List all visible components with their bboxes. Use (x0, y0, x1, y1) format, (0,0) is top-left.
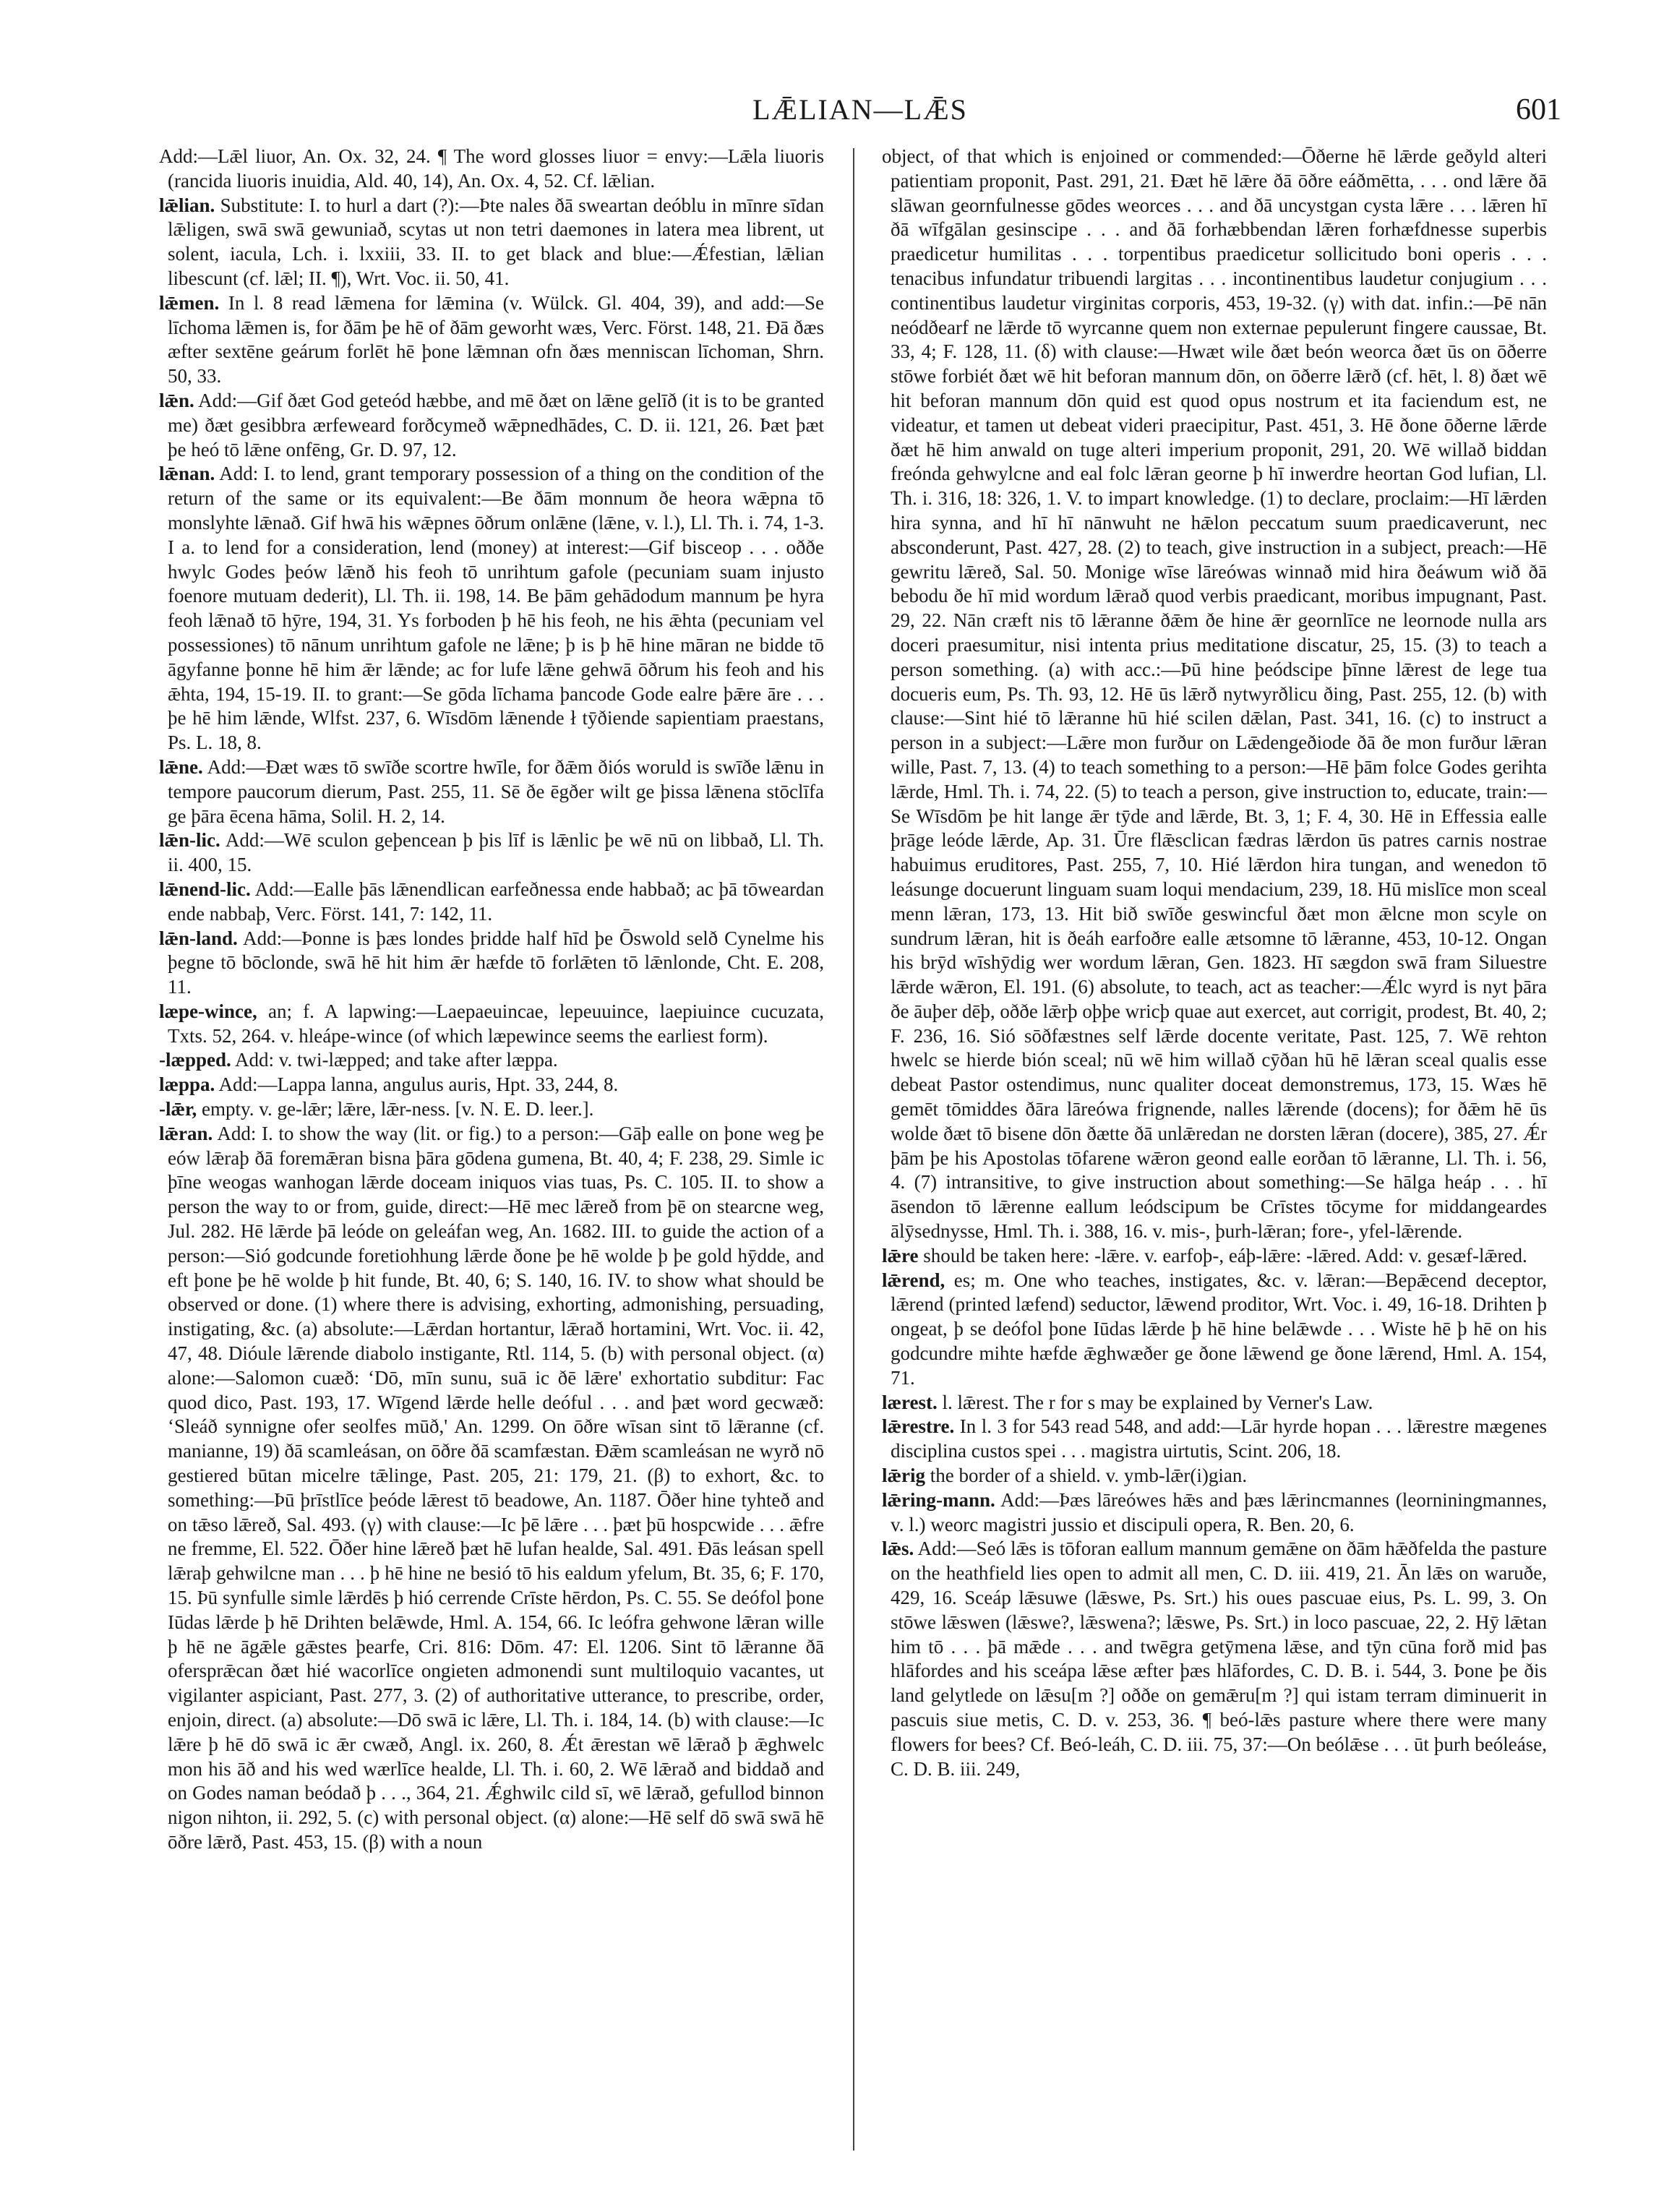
entry-headword: lǣlian. (159, 194, 215, 216)
entry-text: l. lǣrest. The r for s may be explained by Verner's Law. (942, 1391, 1373, 1413)
dictionary-entry (159, 1122, 824, 1855)
dictionary-entry (882, 1464, 1547, 1488)
entry-text: Add:—Ðæt wæs tō swīðe scortre hwīle, for ðǣm ðiós woruld is swīðe lǣnu in tempore paucorum dierum, Past. 255, 11. Sē ðe ēgðer wilt ge þissa lǣnena stōclīfa ge þāra ēcena hāma, Solil. H. 2, 14. (168, 755, 824, 827)
entry-headword: lǣs. (882, 1538, 914, 1560)
entry-text: Add:—Þæs lāreówes hǣs and þæs lǣrincmannes (leorniningmannes, v. l.) weorc magistri jussio et discipuli opera, R. Ben. 20, 6. (891, 1488, 1547, 1535)
dictionary-entry (159, 1000, 824, 1049)
running-head: LǢLIAN—LǢS (752, 93, 968, 126)
entry-text: In l. 3 for 543 read 548, and add:—Lār hyrde hopan . . . lǣrestre mægenes disciplina custos spei . . . magistra uirtutis, Scint. 206, 18. (891, 1415, 1547, 1462)
entry-text: Substitute: I. to hurl a dart (?):—Þte nales ðā sweartan deóblu in mīnre sīdan lǣligen, swā swā gewuniað, scytas ut non tetri daemones in latera mea librent, ut solent, iacula, Lch. i. lxxiii, 33. II. to get black and blue:—Ǽfestian, lǣlian libescunt (cf. lǣl; II. ¶), Wrt. Voc. ii. 50, 41. (168, 194, 824, 289)
dictionary-entry (159, 1073, 824, 1097)
entry-text: Add:—Þonne is þæs londes þridde half hīd þe Ōswold selð Cynelme his þegne tō bōclonde, swā hē hit him ǣr hæfde tō forlǣten tō lǣnlonde, Cht. E. 208, 11. (168, 927, 824, 998)
entry-text: In l. 8 read lǣmena for lǣmina (v. Wülck. Gl. 404, 39), and add:—Se līchoma lǣmen is, for ðām þe hē of ðām geworht wæs, Verc. Först. 148, 21. Ðā ðæs æfter sextēne geárum forlēt hē þone lǣmnan ofn ðæs menniscan līchoman, Shrn. 50, 33. (168, 291, 824, 387)
dictionary-entry (159, 828, 824, 878)
entry-headword: lǣrend, (882, 1269, 945, 1291)
entry-text: should be taken here: -lǣre. v. earfoþ-, eáþ-lǣre: -lǣred. Add: v. gesæf-lǣred. (923, 1244, 1527, 1266)
entry-text: Add:—Gif ðæt God geteód hæbbe, and mē ðæt on lǣne gelīð (it is to be granted me) ðæt gesibbra ærfeweard forðcymeð wǣpnedhādes, C. D. ii. 121, 26. Þæt þæt þe heó tō lǣne onfēng, Gr. D. 97, 12. (168, 389, 824, 460)
entry-text: Add: v. twi-læpped; and take after læppa. (235, 1049, 558, 1071)
dictionary-entry (159, 755, 824, 828)
dictionary-entry (159, 1097, 824, 1122)
entry-text: object, of that which is enjoined or commended:—Ōðerne hē lǣrde geðyld alteri patientiam proponit, Past. 291, 21. Ðæt hē lǣre ðā ōðre eáðmētta, . . . ond lǣre ðā slāwan geornfulnesse gōdes weorces . . . and ðā uncystgan cysta lǣre . . . lǣren hī ðā wīfgālan gesinscipe . . . and ðā forhæbbendan lǣren forhæfdnesse superbis praedicetur humilitas . . . torpentibus praedicetur sollicitudo boni operis . . . tenacibus infundatur tribuendi largitas . . . incontinentibus laudetur conjugium . . . continentibus laudetur virginitas corporis, 453, 19-32. (γ) with dat. infin.:—Þē nān neódðearf ne lǣrde tō wyrcanne quem non externae pepulerunt fingere caussae, Bt. 33, 4; F. 128, 11. (δ) with clause:—Hwæt wile ðæt beón weorca ðæt ūs on ōðerre stōwe forbiét ðæt wē hit beforan mannum dōn, on ōðerre lǣrð (cf. hēt, l. 8) ðæt wē hit beforan mannum dōn quid est quod opus nostrum et ita faciendum est, ne videatur, et tamen ut debeat videri praecipitur, Past. 451, 3. Hē ðone ōðerne lǣrde ðæt hē him anwald on tuge alteri imperium proponit, 291, 20. Wē willað biddan freónda gehwylcne and eal folc lǣran georne þ hī inwerdre heortan God lufian, Ll. Th. i. 316, 18: 326, 1. V. to impart knowledge. (1) to declare, proclaim:—Hī lǣrden hira synna, and hī hī nānwuht ne hǣlon peccatum suum praedicaverunt, nec absconderunt, Past. 427, 28. (2) to teach, give instruction in a subject, preach:—Hē gewritu lǣreð, Sal. 50. Monige wīse lāreówas winnað mid hira ðeáwum wið ðā bebodu ðe hī mid wordum lǣrað quod verbis praedicant, moribus impugnant, Past. 29, 22. Nān cræft nis tō lǣranne ðǣm ðe hine ǣr geornlīce ne leornode nulla ars doceri praesumitur, nisi intenta prius meditatione discatur, 25, 15. (3) to teach a person something. (a) with acc.:—Þū hine þeódscipe þīnne lǣrest de lege tua docueris eum, Ps. Th. 93, 12. Hē ūs lǣrð nytwyrðlicu ðing, Past. 255, 12. (b) with clause:—Sint hié tō lǣranne hū hié scilen dǣlan, Past. 341, 16. (c) to instruct a person in a subject:—Lǣre mon furður on Lǣdengeðiode ðā ðe mon furður lǣran wille, Past. 7, 13. (4) to teach something to a person:—Hē þām folce Godes gerihta lǣrde, Hml. Th. i. 74, 22. (5) to teach a person, give instruction to, educate, train:—Se Wīsdōm þe hit lange ǣr tȳde and lǣrde, Bt. 3, 1; F. 4, 30. Hē in Effessia ealle þrāge leóde lǣrde, Ap. 31. Ūre flǣsclican fædras lǣrdon ūs patres carnis nostrae habuimus eruditores, Past. 255, 7, 10. Hié lǣrdon hira tungan, and wenedon tō leásunge docuerunt linguam suam loqui mendacium, 239, 18. Hū mislīce mon sceal menn lǣran, 173, 13. Hit bið swīðe geswincful ðæt mon ǣlcne mon scyle on sundrum lǣran, hit is ðeáh earfoðre ealle ætsomne tō lǣranne, 453, 10-12. Ongan his brȳd wīshȳdig wer wordum lǣran, Gen. 1823. Hī sægdon swā fram Siluestre lǣrde wǣron, El. 191. (6) absolute, to teach, act as teacher:—Ǽlc wyrd is nyt þāra ðe āuþer dēþ, oððe lǣrþ oþþe wricþ quae aut exercet, aut corrigit, prodest, Bt. 40, 2; F. 236, 16. Sió sōðfæstnes self lǣrde docente veritate, Past. 125, 7. Wē rehton hwelc se hierde bión sceal; nū wē him willað cȳðan hū hē lǣran sceal qualis esse debeat Pastor ostendimus, nunc qualiter doceat demonstremus, 173, 15. Wæs hē gemēt tōmiddes ðāra lāreówa frignende, nalles lǣrende (docens); for ðǣm hē ūs wolde ðæt tō bisene dōn ðætte ðā unlǣredan ne dorsten lǣran (docere), 385, 27. Ǽr þām þe his Apostolas tōfarene wǣron geond ealle eorðan tō lǣranne, Ll. Th. i. 56, 4. (7) intransitive, to give instruction about something:—Se hālga heáp . . . hī āsendon tō lǣrenne eallum leódscipum be Crīstes tōcyme for middangeardes ālȳsednysse, Hml. Th. i. 388, 16. v. mis-, þurh-lǣran; fore-, yfel-lǣrende. (882, 145, 1547, 1243)
dictionary-entry (159, 927, 824, 1000)
entry-headword: lǣne. (159, 755, 203, 778)
page-number: 601 (1516, 93, 1561, 127)
entry-headword: lǣn-lic. (159, 829, 220, 852)
entry-headword: læppa. (159, 1073, 215, 1096)
entry-headword: lǣn-land. (159, 927, 238, 949)
page-header (159, 93, 1561, 136)
entry-headword: lǣnend-lic. (159, 878, 251, 900)
dictionary-entry (882, 1244, 1547, 1269)
entry-headword: lǣring-mann. (882, 1488, 995, 1511)
entry-headword: lǣmen. (159, 291, 220, 314)
entry-text: Add:—Lappa lanna, angulus auris, Hpt. 33, 244, 8. (218, 1073, 619, 1096)
text-columns (159, 145, 1561, 2147)
right-column (882, 145, 1547, 2147)
entry-headword: lǣran. (159, 1122, 213, 1144)
dictionary-entry (882, 1391, 1547, 1415)
dictionary-entry (882, 145, 1547, 1244)
entry-headword: lærest. (882, 1391, 938, 1413)
dictionary-entry (882, 1488, 1547, 1538)
dictionary-entry (159, 878, 824, 927)
entry-headword: -læpped. (159, 1049, 231, 1071)
entry-text: Add:—Ealle þās lǣnendlican earfeðnessa ende habbað; ac þā tōweardan ende nabbaþ, Verc. Först. 141, 7: 142, 11. (168, 878, 824, 925)
dictionary-entry (882, 1269, 1547, 1391)
dictionary-entry (882, 1537, 1547, 1781)
entry-text: empty. v. ge-lǣr; lǣre, lǣr-ness. [v. N. E. D. leer.]. (202, 1098, 594, 1120)
dictionary-entry (159, 462, 824, 755)
entry-headword: lǣrig (882, 1465, 925, 1487)
dictionary-entry (159, 1048, 824, 1073)
entry-text: Add: I. to show the way (lit. or fig.) to a person:—Gāþ ealle on þone weg þe eów lǣraþ ðā foremǣran bisna þāra gōdena gumena, Bt. 40, 4; F. 238, 29. Simle ic þīne weogas wanhogan lǣrde doceam iniquos vias tuas, Ps. C. 105. II. to show a person the way to or from, guide, direct:—Hē mec lǣreð from þē on stearcne weg, Jul. 282. Hē lǣrde þā leóde on geleáfan weg, An. 1682. III. to guide the action of a person:—Sió godcunde foretiohhung lǣrde ðone þe hē wolde þ þe gold hȳdde, and eft þone þe hē wolde þ hit funde, Bt. 40, 6; S. 140, 16. IV. to show what should be observed or done. (1) where there is advising, exhorting, admonishing, persuading, instigating, &c. (a) absolute:—Lǣrdan hortantur, lǣrað hortamini, Wrt. Voc. ii. 42, 47, 48. Dióule lǣrende diabolo instigante, Rtl. 114, 5. (b) with personal object. (α) alone:—Salomon cuæð: ʻDō, mīn sunu, suā ic ðē lǣre' exhortatio subditur: Fac quod dico, Past. 193, 17. Wīgend lǣrde helle deóful . . . and þæt word gecwæð: ʻSleáð synnigne ofer seolfes mūð,' An. 1299. On ōðre wīsan sint tō lǣranne (cf. manianne, 19) ðā scamleásan, on ōðre ðā scamfæstan. Ðǣm scamleásan ne wyrð nō gestiered būtan micelre tǣlinge, Past. 205, 21: 179, 21. (β) to exhort, &c. to something:—Þū þrīstlīce þeóde lǣrest tō beadowe, An. 1187. Ōðer hine tyhteð and on tǣso lǣreð, Sal. 493. (γ) with clause:—Ic þē lǣre . . . þæt þū hospcwide . . . ǣfre ne fremme, El. 522. Ōðer hine lǣreð þæt hē lufan healde, Sal. 491. Ðās leásan spell lǣraþ gehwilcne man . . . þ hē hine ne besió tō his ealdum yfelum, Bt. 35, 6; F. 170, 15. Þū synfulle simle lǣrdēs þ hió cerrende Crīste hērdon, Ps. C. 55. Se deófol þone Iūdas lǣrde þ hē Drihten belǣwde, Hml. A. 154, 66. Ic leófra gehwone lǣran wille þ hē ne āgǣle gǣstes þearfe, Cri. 816: Dōm. 47: El. 1206. Sint tō lǣranne ðā ofersprǣcan ðæt hié wacorlīce ongieten admonendi sunt multiloquio vacantes, ut vigilanter aspiciant, Past. 277, 3. (2) of authoritative utterance, to prescribe, order, enjoin, direct. (a) absolute:—Dō swā ic lǣre, Ll. Th. i. 184, 14. (b) with clause:—Ic lǣre þ hē dō swā ic ǣr cwæð, Angl. ix. 260, 8. Ǽt ǣrestan wē lǣrað þ ǣghwelc mon his āð and his wed wærlīce healde, Ll. Th. i. 60, 2. Wē lǣrað and biddað and on Godes naman beódað þ . . ., 364, 21. Ǽghwilc cild sī, wē lǣrað, gefullod binnon nigon nihton, ii. 292, 5. (c) with personal object. (α) alone:—Hē self dō swā swā hē ōðre lǣrð, Past. 453, 15. (β) with a noun (168, 1122, 824, 1853)
entry-headword: lǣn. (159, 389, 194, 411)
dictionary-entry (159, 194, 824, 291)
entry-headword: lǣrestre. (882, 1415, 955, 1438)
entry-headword: læpe-wince, (159, 1000, 257, 1022)
left-column (159, 145, 824, 2147)
entry-text: es; m. One who teaches, instigates, &c. v. lǣran:—Bepǣcend deceptor, lǣrend (printed læfend) seductor, lǣwend proditor, Wrt. Voc. i. 49, 16-18. Drihten þ ongeat, þ se deófol þone Iūdas lǣrde þ hē hine belǣwde . . . Wiste hē þ hē on his godcundre mihte hæfde ǣghwæðer ge ðone lǣwend ge ðone lǣrend, Hml. A. 154, 71. (891, 1269, 1547, 1389)
entry-text: the border of a shield. v. ymb-lǣr(i)gian. (930, 1465, 1248, 1487)
entry-text: Add:—Seó lǣs is tōforan eallum mannum gemǣne on ðām hǣðfelda the pasture on the heathfield lies open to admit all men, C. D. iii. 419, 21. Ān lǣs on waruðe, 429, 16. Sceáp lǣsuwe (lǣswe, Ps. Srt.) his oues pascuae eius, Ps. L. 99, 3. On stōwe lǣswen (lǣswe?, lǣswena?; lǣswe, Ps. Srt.) in loco pascuae, 22, 2. Hȳ lǣtan him tō . . . þā mǣde . . . and twēgra getȳmena lǣse, and tȳn cūna forð mid þas hlāfordes and his sceápa lǣse æfter þæs hlāfordes, C. D. B. i. 544, 3. Þone þe ðis land gelytlede on lǣsu[m ?] oððe on gemǣru[m ?] qui istam terram diminuerit in pascuis siue metis, C. D. v. 253, 36. ¶ beó-lǣs pasture where there were many flowers for bees? Cf. Beó-leáh, C. D. iii. 75, 37:—On beólǣse . . . ūt þurh beóleáse, C. D. B. iii. 249, (891, 1538, 1547, 1780)
entry-headword: lǣnan. (159, 463, 215, 485)
entry-headword: lǣre (882, 1244, 919, 1266)
column-divider (853, 148, 854, 2151)
dictionary-entry (159, 291, 824, 389)
entry-text: Add:—Wē sculon geþencean þ þis līf is lǣnlic þe wē nū on libbað, Ll. Th. ii. 400, 15. (168, 829, 824, 876)
dictionary-entry (882, 1415, 1547, 1464)
entry-text: Add: I. to lend, grant temporary possession of a thing on the condition of the return of the same or its equivalent:—Be ðām monnum ðe heora wǣpna tō monslyhte lǣnað. Gif hwā his wǣpnes ōðrum onlǣne (lǣne, v. l.), Ll. Th. i. 74, 1-3. I a. to lend for a consideration, lend (money) at interest:—Gif bisceop . . . oððe hwylc Godes þeów lǣnð his feoh tō unrihtum gafole (pecuniam suam injusto foenore mutuam dederit), Ll. Th. ii. 198, 14. Be þām gehādodum mannum þe hyra feoh lǣnað tō hȳre, 194, 31. Ys forboden þ hē his feoh, ne his ǣhta (pecuniam vel possessiones) tō nānum unrihtum gafole ne lǣne; þ is þ hē hine māran ne bidde tō āgyfanne þonne hē him ǣr lǣnde; ac for lufe lǣne gehwā ōðrum his feoh and his ǣhta, 194, 15-19. II. to grant:—Se gōda līchama þancode Gode ealre þǣre āre . . . þe hē him lǣnde, Wlfst. 237, 6. Wīsdōm lǣnende ł tȳðiende sapientiam praestans, Ps. L. 18, 8. (168, 463, 824, 754)
entry-text: Add:—Lǣl liuor, An. Ox. 32, 24. ¶ The word glosses liuor = envy:—Lǣla liuoris (rancida liuoris inuidia, Ald. 40, 14), An. Ox. 4, 52. Cf. lǣlian. (159, 145, 824, 192)
dictionary-entry (159, 389, 824, 462)
dictionary-entry (159, 145, 824, 194)
entry-text: an; f. A lapwing:—Laepaeuincae, lepeuuince, laepiuince cucuzata, Txts. 52, 264. v. hleápe-wince (of which læpewince seems the earliest form). (168, 1000, 824, 1047)
entry-headword: -lǣr, (159, 1098, 197, 1120)
